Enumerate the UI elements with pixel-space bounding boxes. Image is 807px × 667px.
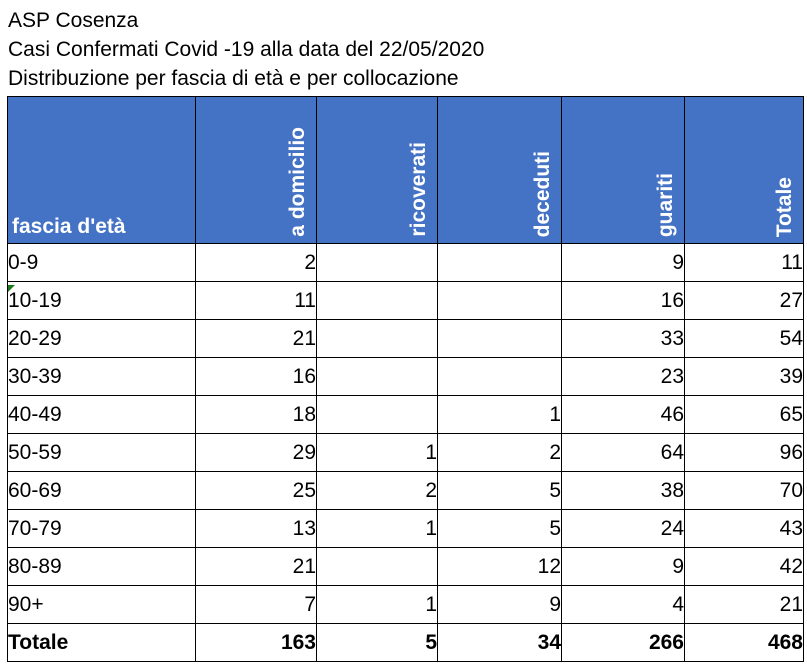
cell-totale: 39	[685, 358, 804, 396]
table-row	[8, 396, 804, 434]
cell-domicilio: 13	[196, 510, 317, 548]
cell-guariti: 9	[562, 548, 685, 586]
table-row	[8, 434, 804, 472]
header-a-domicilio-label: a domicilio	[286, 127, 309, 237]
cell-domicilio: 7	[196, 586, 317, 624]
cell-guariti: 16	[562, 282, 685, 320]
cell-fascia: 50-59	[8, 434, 196, 472]
table-row	[8, 510, 804, 548]
cell-deceduti: 5	[438, 510, 562, 548]
title-organization: ASP Cosenza	[8, 9, 139, 32]
cell-domicilio: 11	[196, 282, 317, 320]
title-block	[8, 6, 798, 93]
cell-totale: 54	[685, 320, 804, 358]
cell-deceduti	[438, 244, 562, 282]
cell-totale: 65	[685, 396, 804, 434]
cell-totale: 96	[685, 434, 804, 472]
cell-fascia: 40-49	[8, 396, 196, 434]
title-cases-date: Casi Confermati Covid -19 alla data del 22/05/2020	[8, 38, 485, 61]
cell-ricoverati	[317, 320, 438, 358]
cell-domicilio: 2	[196, 244, 317, 282]
cell-fascia: 60-69	[8, 472, 196, 510]
cell-deceduti	[438, 320, 562, 358]
cell-fascia: 10-19	[8, 282, 196, 320]
cell-comment-marker-icon	[8, 285, 15, 292]
table-row	[8, 472, 804, 510]
cell-deceduti: 12	[438, 548, 562, 586]
title-distribution: Distribuzione per fascia di età e per collocazione	[8, 67, 459, 90]
header-guariti-label: guariti	[654, 172, 677, 237]
table-row	[8, 282, 804, 320]
cell-guariti: 24	[562, 510, 685, 548]
cell-ricoverati	[317, 358, 438, 396]
cell-domicilio: 18	[196, 396, 317, 434]
cell-guariti: 64	[562, 434, 685, 472]
cell-guariti: 33	[562, 320, 685, 358]
cell-domicilio: 29	[196, 434, 317, 472]
cell-deceduti	[438, 358, 562, 396]
cell-ricoverati: 1	[317, 434, 438, 472]
cell-fascia: 70-79	[8, 510, 196, 548]
cell-totale: 11	[685, 244, 804, 282]
cell-domicilio: 16	[196, 358, 317, 396]
cell-totale: 27	[685, 282, 804, 320]
table-row	[8, 548, 804, 586]
cell-totale: 42	[685, 548, 804, 586]
cell-guariti: 23	[562, 358, 685, 396]
cell-deceduti: 5	[438, 472, 562, 510]
cell-ricoverati	[317, 396, 438, 434]
cell-ricoverati	[317, 548, 438, 586]
cell-deceduti: 1	[438, 396, 562, 434]
total-deceduti: 34	[438, 624, 562, 662]
cell-guariti: 9	[562, 244, 685, 282]
covid-cases-table	[7, 96, 804, 662]
table-total-row	[8, 624, 804, 662]
table-row	[8, 358, 804, 396]
cell-ricoverati	[317, 244, 438, 282]
table-header-row	[8, 97, 804, 244]
cell-guariti: 46	[562, 396, 685, 434]
cell-deceduti: 2	[438, 434, 562, 472]
total-guariti: 266	[562, 624, 685, 662]
cell-totale: 70	[685, 472, 804, 510]
cell-deceduti: 9	[438, 586, 562, 624]
header-fascia-eta: fascia d'età	[8, 97, 196, 244]
cell-fascia: 90+	[8, 586, 196, 624]
cell-guariti: 4	[562, 586, 685, 624]
cell-domicilio: 25	[196, 472, 317, 510]
header-ricoverati-label: ricoverati	[407, 142, 430, 237]
cell-totale: 43	[685, 510, 804, 548]
cell-domicilio: 21	[196, 548, 317, 586]
header-deceduti-label: deceduti	[531, 150, 554, 237]
total-domicilio: 163	[196, 624, 317, 662]
total-totale: 468	[685, 624, 804, 662]
header-a-domicilio	[196, 97, 317, 244]
cell-fascia: 0-9	[8, 244, 196, 282]
header-totale	[685, 97, 804, 244]
table-row	[8, 320, 804, 358]
cell-domicilio: 21	[196, 320, 317, 358]
header-totale-label: Totale	[773, 176, 796, 237]
cell-guariti: 38	[562, 472, 685, 510]
table-row	[8, 244, 804, 282]
cell-ricoverati: 1	[317, 586, 438, 624]
header-guariti	[562, 97, 685, 244]
cell-fascia: 30-39	[8, 358, 196, 396]
cell-deceduti	[438, 282, 562, 320]
cell-ricoverati: 2	[317, 472, 438, 510]
cell-fascia: 20-29	[8, 320, 196, 358]
cell-totale: 21	[685, 586, 804, 624]
header-deceduti	[438, 97, 562, 244]
header-ricoverati	[317, 97, 438, 244]
cell-ricoverati: 1	[317, 510, 438, 548]
cell-ricoverati	[317, 282, 438, 320]
table-row	[8, 586, 804, 624]
cell-fascia: 80-89	[8, 548, 196, 586]
total-ricoverati: 5	[317, 624, 438, 662]
total-label: Totale	[8, 624, 196, 662]
